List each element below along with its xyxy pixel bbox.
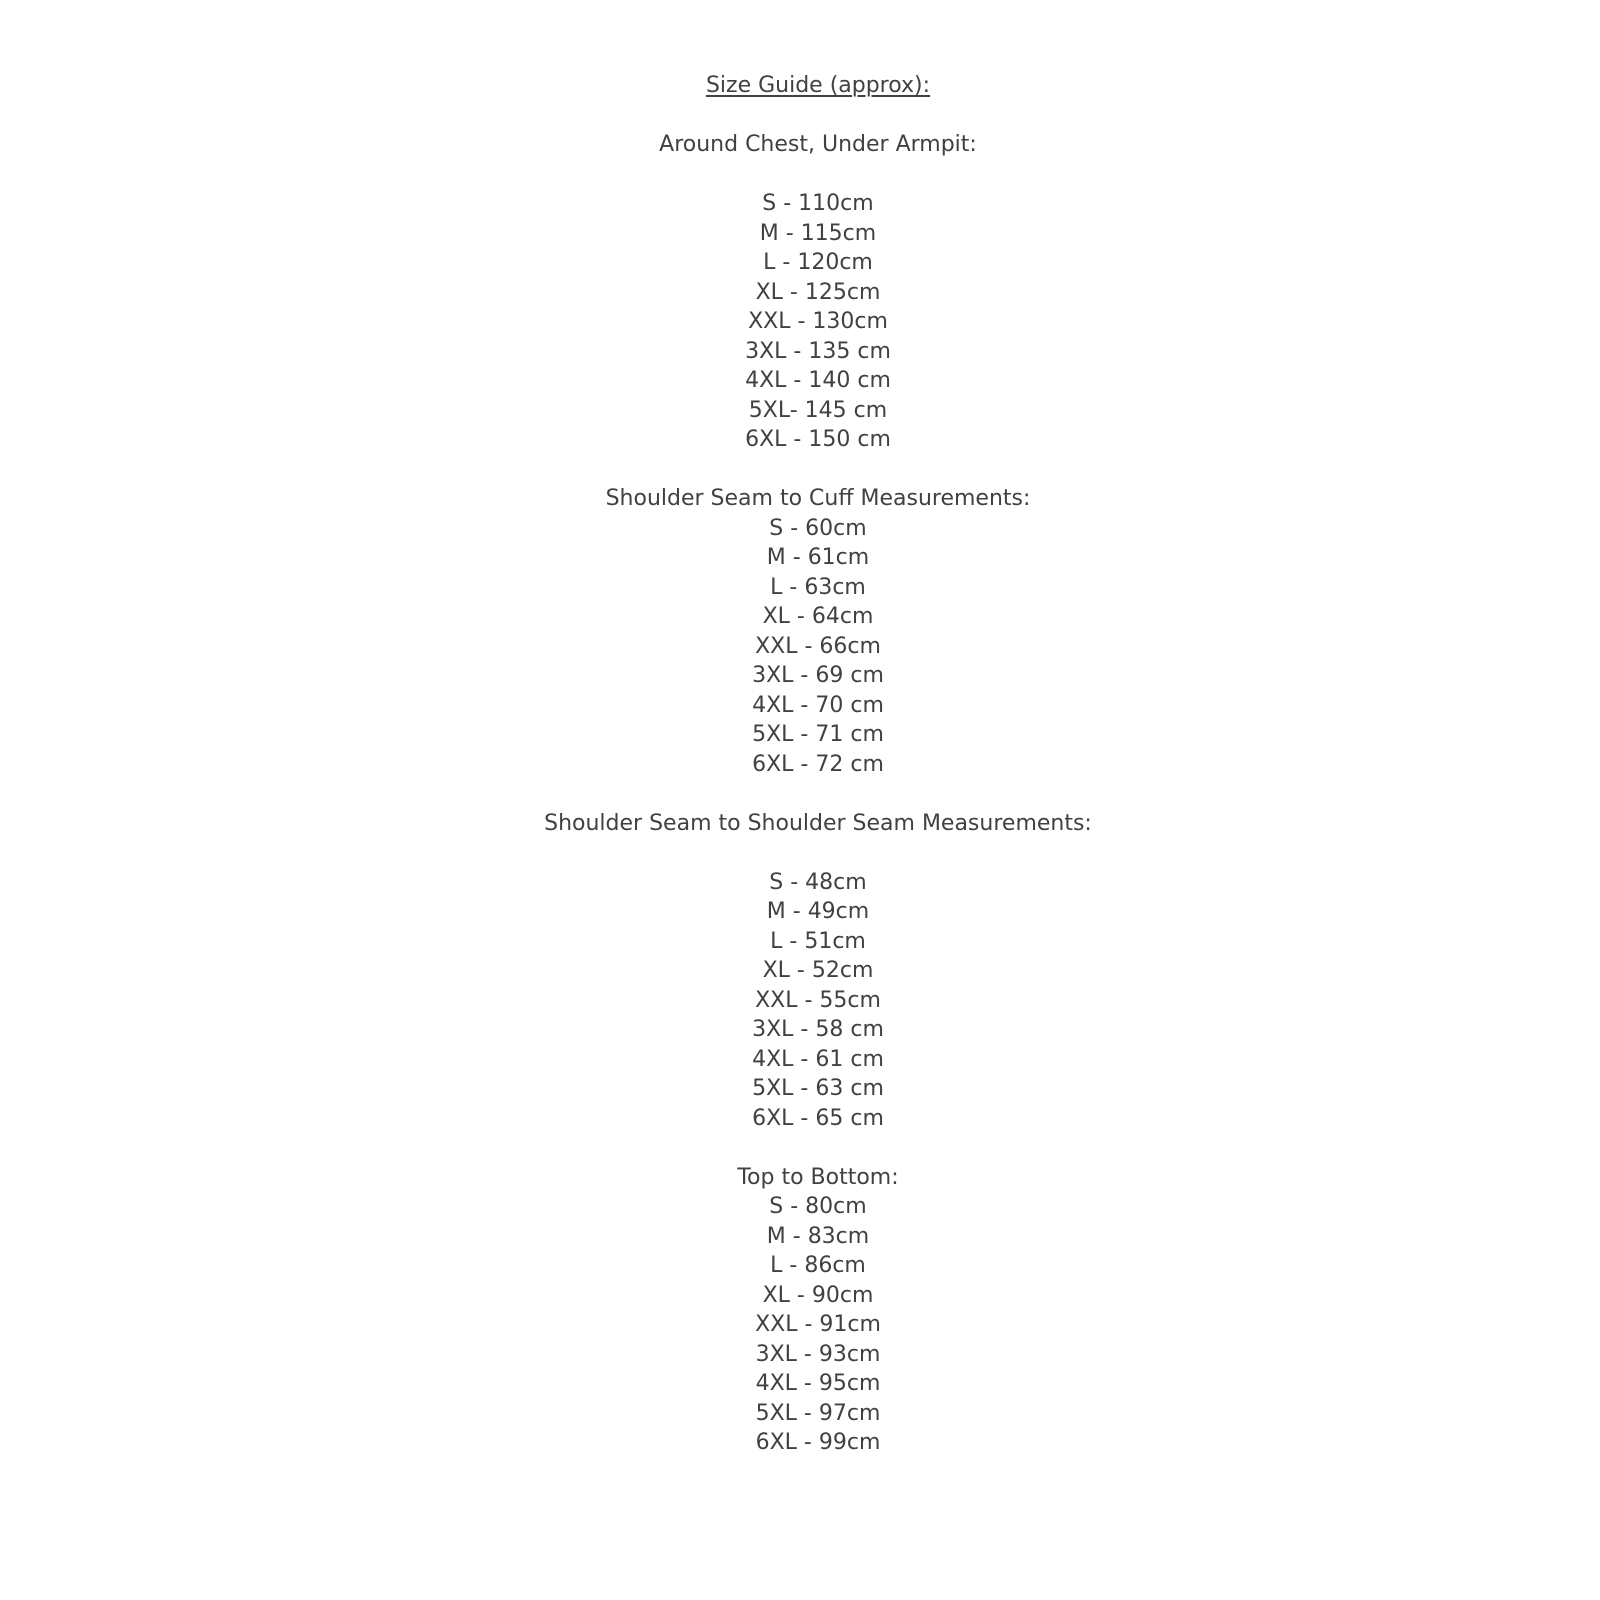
size-line: L - 63cm bbox=[770, 574, 866, 600]
size-guide-title: Size Guide (approx): bbox=[705, 73, 931, 98]
spacer bbox=[36, 838, 1600, 868]
size-line: XXL - 130cm bbox=[748, 309, 888, 334]
size-line: 3XL - 69 cm bbox=[752, 663, 884, 688]
size-line: XL - 64cm bbox=[762, 604, 874, 629]
section-heading: Around Chest, Under Armpit: bbox=[659, 132, 977, 157]
size-line: M - 49cm bbox=[766, 899, 870, 924]
spacer bbox=[36, 101, 1600, 131]
size-line: 5XL - 71 cm bbox=[752, 722, 884, 747]
size-line: M - 83cm bbox=[766, 1223, 870, 1249]
size-line: L - 51cm bbox=[770, 928, 866, 954]
size-line: 4XL - 70 cm bbox=[752, 692, 884, 718]
size-line: 4XL - 95cm bbox=[755, 1371, 881, 1396]
section-heading: Shoulder Seam to Shoulder Seam Measurements: bbox=[544, 810, 1092, 836]
size-line: 6XL - 65 cm bbox=[752, 1105, 884, 1131]
size-line: L - 120cm bbox=[763, 250, 873, 275]
size-line: 4XL - 140 cm bbox=[745, 368, 891, 393]
size-line: 6XL - 99cm bbox=[755, 1430, 881, 1455]
size-line: XXL - 66cm bbox=[755, 633, 881, 659]
spacer bbox=[36, 160, 1600, 190]
size-line: XXL - 91cm bbox=[755, 1312, 881, 1337]
size-line: 4XL - 61 cm bbox=[752, 1046, 884, 1072]
size-line: 3XL - 58 cm bbox=[752, 1017, 884, 1042]
spacer bbox=[36, 455, 1600, 485]
size-line: 6XL - 150 cm bbox=[745, 427, 891, 452]
size-line: XL - 90cm bbox=[762, 1282, 874, 1308]
spacer bbox=[36, 779, 1600, 809]
size-line: 5XL- 145 cm bbox=[748, 397, 888, 423]
size-line: S - 60cm bbox=[769, 515, 867, 541]
size-line: M - 61cm bbox=[766, 545, 870, 570]
size-line: S - 48cm bbox=[769, 869, 867, 895]
size-line: L - 86cm bbox=[770, 1253, 866, 1278]
size-line: 6XL - 72 cm bbox=[752, 751, 884, 777]
size-line: S - 80cm bbox=[769, 1194, 867, 1219]
size-line: 3XL - 93cm bbox=[755, 1341, 881, 1367]
section-heading: Top to Bottom: bbox=[737, 1164, 899, 1190]
size-line: XL - 125cm bbox=[755, 279, 881, 305]
size-line: S - 110cm bbox=[762, 191, 874, 216]
section-heading: Shoulder Seam to Cuff Measurements: bbox=[605, 486, 1031, 511]
size-line: 5XL - 97cm bbox=[755, 1400, 881, 1426]
spacer bbox=[36, 1133, 1600, 1163]
size-line: M - 115cm bbox=[759, 220, 877, 246]
size-line: 3XL - 135 cm bbox=[745, 338, 891, 364]
size-line: XL - 52cm bbox=[762, 958, 874, 983]
size-line: XXL - 55cm bbox=[755, 987, 881, 1013]
size-line: 5XL - 63 cm bbox=[752, 1076, 884, 1101]
